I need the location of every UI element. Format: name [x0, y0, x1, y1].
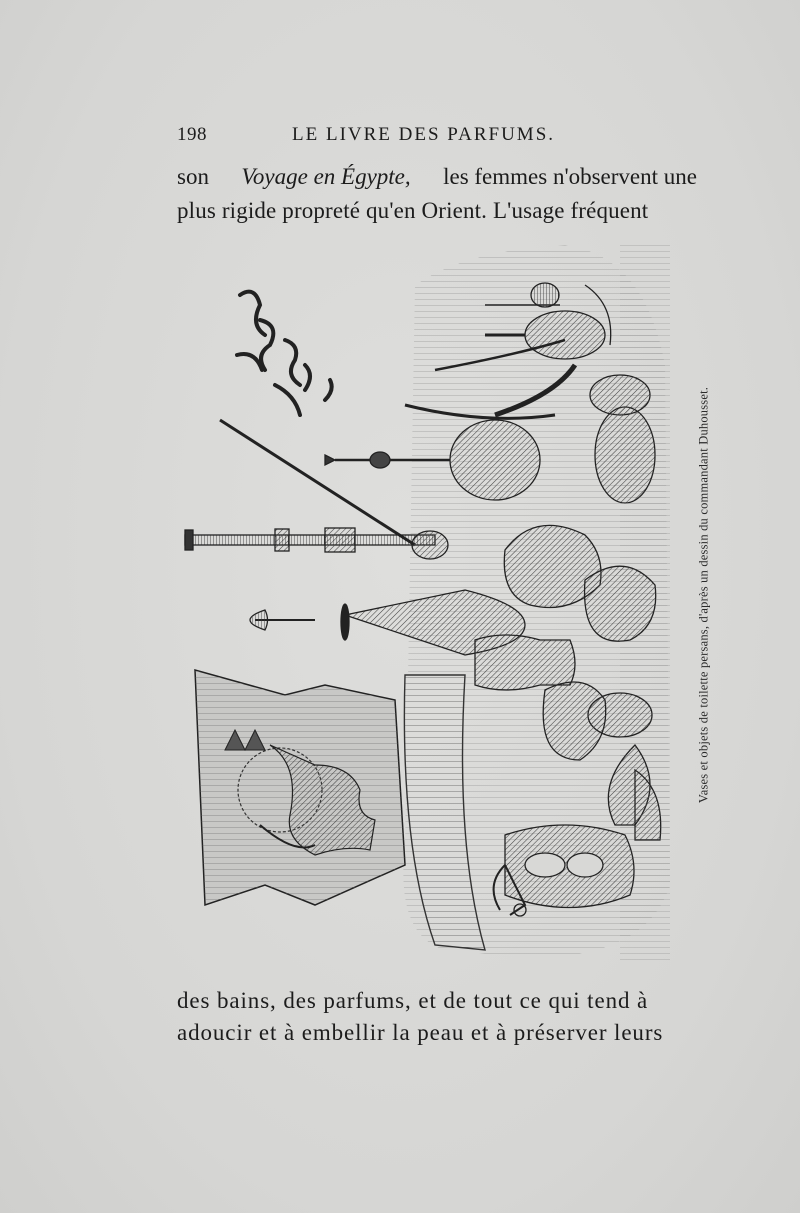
body-line-2: [177, 196, 697, 226]
persian-calligraphy: [237, 292, 332, 415]
page-header: [177, 124, 697, 154]
line3-text: des bains, des parfums, et de tout ce qui tend à: [177, 988, 649, 1013]
hookah-pipe: [185, 420, 448, 559]
floor-shading: [620, 245, 670, 960]
line1-end: les femmes n'observent une: [443, 164, 697, 189]
line1-start: son: [177, 164, 209, 189]
book-title-italic: Voyage en Égypte,: [241, 164, 411, 189]
lion-and-sun-banner: [195, 670, 405, 905]
body-line-3: [177, 986, 697, 1016]
body-line-1: [177, 162, 697, 192]
figure-caption: Vases et objets de toilette persans, d'après un dessin du commandant Duhousset.: [696, 386, 711, 804]
line2-text: plus rigide propreté qu'en Orient. L'usage fréquent: [177, 198, 649, 223]
figure-caption-wrap: [690, 330, 718, 860]
page-number: 198: [177, 124, 207, 145]
line4-text: adoucir et à embellir la peau et à préserver leurs: [177, 1020, 664, 1045]
running-title: LE LIVRE DES PARFUMS.: [292, 124, 556, 145]
body-line-4: [177, 1018, 697, 1048]
engraving-illustration: [165, 245, 670, 960]
